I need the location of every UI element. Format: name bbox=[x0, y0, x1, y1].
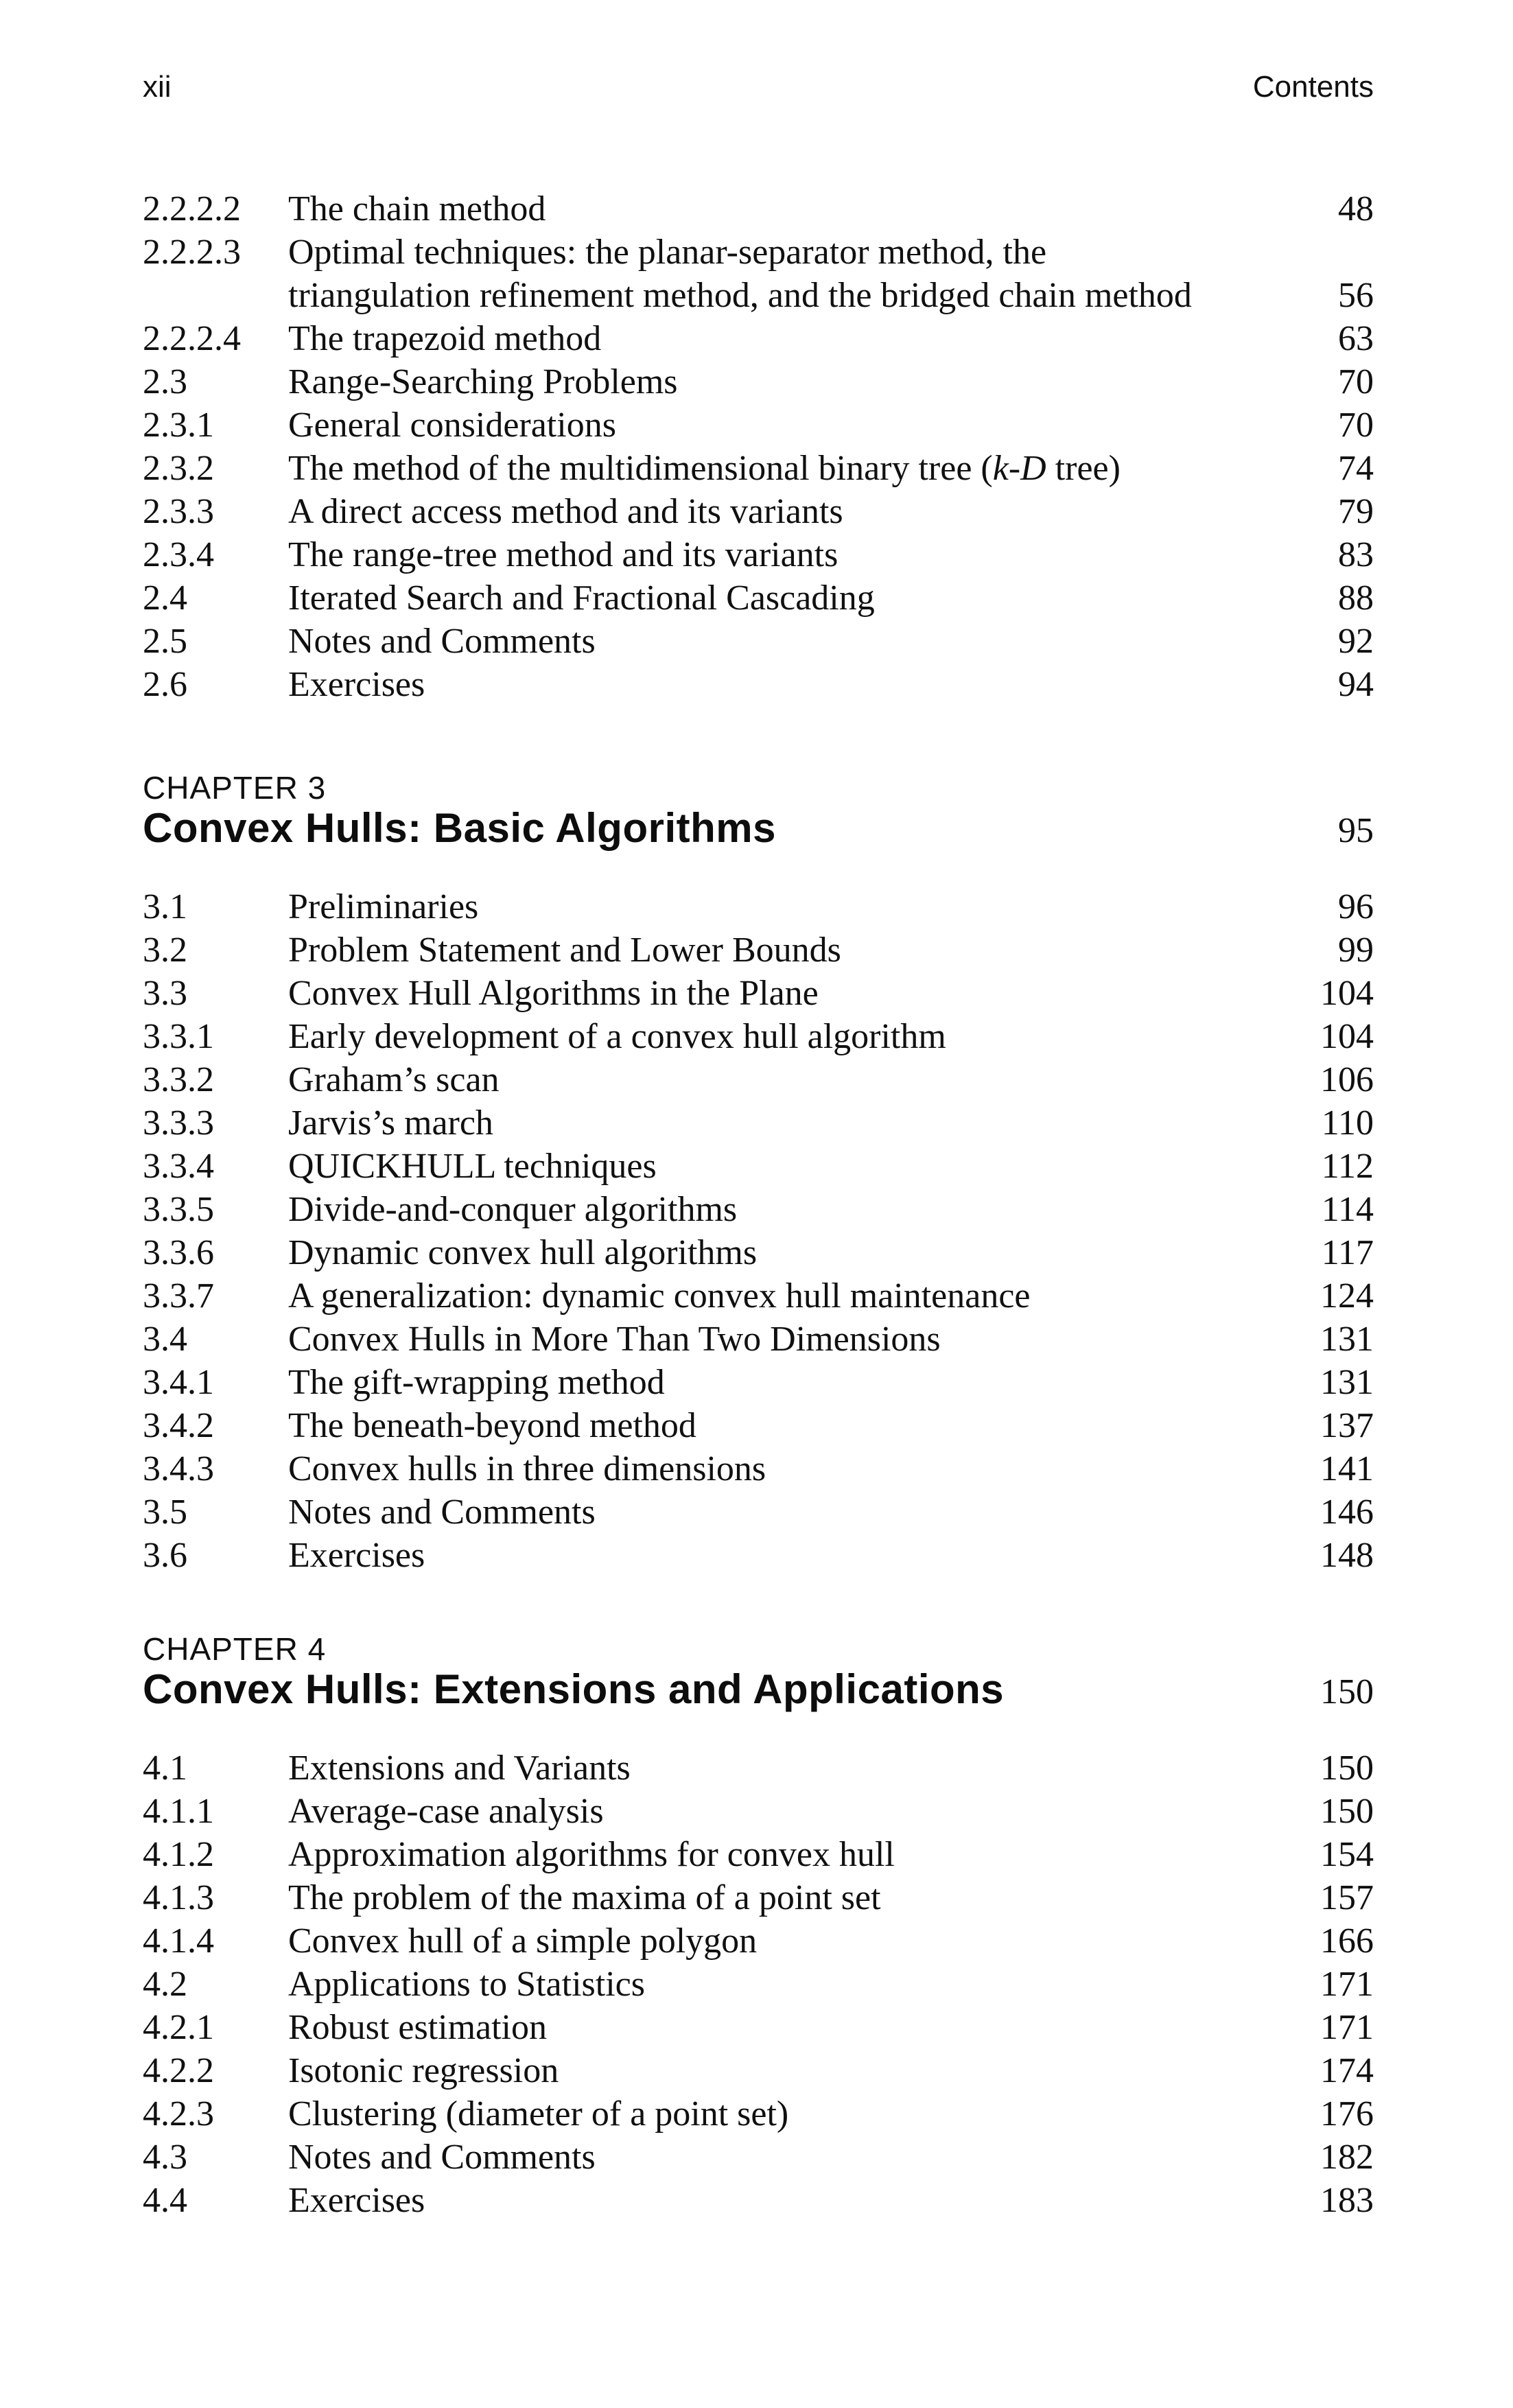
page-number: 174 bbox=[1320, 2051, 1374, 2090]
title-line: Iterated Search and Fractional Cascading bbox=[288, 578, 875, 618]
title-line: Notes and Comments bbox=[288, 2138, 596, 2177]
toc-row bbox=[143, 1188, 1374, 1231]
title-line: Divide-and-conquer algorithms bbox=[288, 1190, 738, 1229]
section-number: 3.3.6 bbox=[143, 1233, 214, 1272]
toc-row bbox=[143, 1919, 1374, 1963]
section-title bbox=[288, 447, 1285, 490]
toc-row bbox=[143, 360, 1374, 404]
chapter-heading bbox=[143, 769, 1374, 851]
section-title bbox=[288, 533, 1285, 576]
toc-row bbox=[143, 2049, 1374, 2092]
section-number: 3.2 bbox=[143, 931, 187, 970]
section-title bbox=[288, 928, 1285, 972]
section-title bbox=[288, 1491, 1285, 1534]
toc-row bbox=[143, 2006, 1374, 2049]
title-line: The range-tree method and its variants bbox=[288, 535, 838, 574]
section-title bbox=[288, 2136, 1285, 2179]
page-number: 137 bbox=[1320, 1406, 1374, 1445]
chapter-title: Convex Hulls: Extensions and Applications bbox=[143, 1666, 1005, 1712]
page-number: 56 bbox=[1338, 276, 1374, 315]
title-line: Exercises bbox=[288, 1536, 425, 1575]
toc-row bbox=[143, 576, 1374, 620]
toc-row bbox=[143, 928, 1374, 972]
section-title bbox=[288, 1318, 1285, 1361]
section-number: 4.1.3 bbox=[143, 1878, 214, 1917]
toc-row bbox=[143, 620, 1374, 663]
page-number: 104 bbox=[1320, 1017, 1374, 1056]
toc-row bbox=[143, 1746, 1374, 1790]
toc-row bbox=[143, 1318, 1374, 1361]
chapter-toc-rows bbox=[143, 885, 1374, 1577]
toc-row bbox=[143, 1274, 1374, 1318]
toc-row bbox=[143, 2092, 1374, 2136]
chapter-toc-sections bbox=[143, 769, 1374, 2222]
section-number: 2.2.2.3 bbox=[143, 233, 241, 272]
section-number: 3.3.4 bbox=[143, 1147, 214, 1186]
page-number: 70 bbox=[1338, 406, 1374, 445]
title-line: Notes and Comments bbox=[288, 1493, 596, 1532]
section-number: 3.6 bbox=[143, 1536, 187, 1575]
section-number: 3.3.7 bbox=[143, 1276, 214, 1316]
section-number: 4.1.4 bbox=[143, 1921, 214, 1961]
section-number: 4.1 bbox=[143, 1749, 187, 1788]
title-line: Exercises bbox=[288, 665, 425, 704]
page-number: 182 bbox=[1320, 2138, 1374, 2177]
section-number: 4.1.1 bbox=[143, 1792, 214, 1831]
page-number: 99 bbox=[1338, 931, 1374, 970]
toc-row bbox=[143, 231, 1374, 317]
section-title bbox=[288, 620, 1285, 663]
page-number: 146 bbox=[1320, 1493, 1374, 1532]
page-number: 83 bbox=[1338, 535, 1374, 574]
section-title bbox=[288, 2049, 1285, 2092]
section-title bbox=[288, 1231, 1285, 1274]
toc-row bbox=[143, 972, 1374, 1015]
page-number: 117 bbox=[1321, 1233, 1374, 1272]
title-line: Jarvis’s march bbox=[288, 1103, 493, 1143]
title-line: General considerations bbox=[288, 406, 616, 445]
section-title bbox=[288, 1447, 1285, 1491]
title-line: triangulation refinement method, and the bridged chain method bbox=[288, 276, 1192, 315]
page-number: 92 bbox=[1338, 622, 1374, 661]
toc-row bbox=[143, 533, 1374, 576]
section-title bbox=[288, 1188, 1285, 1231]
section-title bbox=[288, 2092, 1285, 2136]
section-number: 2.5 bbox=[143, 622, 187, 661]
title-line: The chain method bbox=[288, 189, 546, 229]
title-line: Preliminaries bbox=[288, 887, 479, 926]
section-title bbox=[288, 317, 1285, 360]
chapter-title-row bbox=[143, 1668, 1374, 1712]
section-number: 2.3.4 bbox=[143, 535, 214, 574]
page-number: 150 bbox=[1320, 1749, 1374, 1788]
title-line: Clustering (diameter of a point set) bbox=[288, 2094, 789, 2134]
section-number: 2.3.3 bbox=[143, 492, 214, 531]
section-title bbox=[288, 1404, 1285, 1447]
title-line: Average-case analysis bbox=[288, 1792, 604, 1831]
section-number: 3.4.1 bbox=[143, 1363, 214, 1402]
section-title bbox=[288, 885, 1285, 928]
toc-row bbox=[143, 447, 1374, 490]
section-number: 2.2.2.4 bbox=[143, 319, 241, 358]
page-number: 112 bbox=[1321, 1147, 1374, 1186]
section-number: 3.3.2 bbox=[143, 1060, 214, 1099]
chapter-page-number: 150 bbox=[1320, 1672, 1374, 1711]
title-line: Approximation algorithms for convex hull bbox=[288, 1835, 895, 1874]
section-number: 3.5 bbox=[143, 1493, 187, 1532]
running-head: Contents bbox=[1252, 70, 1374, 104]
toc-row bbox=[143, 1404, 1374, 1447]
section-number: 4.2.1 bbox=[143, 2008, 214, 2047]
section-number: 3.4.3 bbox=[143, 1449, 214, 1488]
section-number: 3.4.2 bbox=[143, 1406, 214, 1445]
toc-row bbox=[143, 404, 1374, 447]
page-number: 110 bbox=[1321, 1103, 1374, 1143]
section-title bbox=[288, 1833, 1285, 1876]
section-number: 3.3.5 bbox=[143, 1190, 214, 1229]
chapter-label: CHAPTER 3 bbox=[143, 770, 327, 806]
title-line: Graham’s scan bbox=[288, 1060, 500, 1099]
toc-row bbox=[143, 663, 1374, 706]
section-title bbox=[288, 2179, 1285, 2222]
toc-row bbox=[143, 1015, 1374, 1058]
toc-row bbox=[143, 187, 1374, 231]
page-number: 176 bbox=[1320, 2094, 1374, 2134]
section-number: 2.6 bbox=[143, 665, 187, 704]
chapter-toc-rows bbox=[143, 1746, 1374, 2222]
toc-row bbox=[143, 885, 1374, 928]
title-line: Isotonic regression bbox=[288, 2051, 559, 2090]
page-number: 96 bbox=[1338, 887, 1374, 926]
section-number: 4.2.3 bbox=[143, 2094, 214, 2134]
section-title bbox=[288, 1361, 1285, 1404]
toc-row bbox=[143, 1145, 1374, 1188]
page-number: 131 bbox=[1320, 1320, 1374, 1359]
toc-row bbox=[143, 1231, 1374, 1274]
title-line: Problem Statement and Lower Bounds bbox=[288, 931, 841, 970]
section-title bbox=[288, 360, 1285, 404]
title-line: Extensions and Variants bbox=[288, 1749, 631, 1788]
section-number: 4.2.2 bbox=[143, 2051, 214, 2090]
section-number: 2.4 bbox=[143, 578, 187, 618]
title-line: The gift-wrapping method bbox=[288, 1363, 665, 1402]
page-number: 154 bbox=[1320, 1835, 1374, 1874]
section-title bbox=[288, 1534, 1285, 1577]
section-number: 2.3.2 bbox=[143, 449, 214, 488]
toc-row bbox=[143, 1447, 1374, 1491]
section-title bbox=[288, 1145, 1285, 1188]
title-line: The beneath-beyond method bbox=[288, 1406, 696, 1445]
section-number: 3.3.1 bbox=[143, 1017, 214, 1056]
title-line: The trapezoid method bbox=[288, 319, 602, 358]
page-number: 114 bbox=[1321, 1190, 1374, 1229]
page-number: 157 bbox=[1320, 1878, 1374, 1917]
page-number: 88 bbox=[1338, 578, 1374, 618]
page-number: 106 bbox=[1320, 1060, 1374, 1099]
toc-row bbox=[143, 1361, 1374, 1404]
section-title bbox=[288, 1919, 1285, 1963]
section-title bbox=[288, 1746, 1285, 1790]
section-number: 3.3 bbox=[143, 974, 187, 1013]
chapter-title: Convex Hulls: Basic Algorithms bbox=[143, 805, 776, 851]
page-number: 79 bbox=[1338, 492, 1374, 531]
page-number: 63 bbox=[1338, 319, 1374, 358]
page-number: 94 bbox=[1338, 665, 1374, 704]
section-number: 2.3.1 bbox=[143, 406, 214, 445]
title-line: The problem of the maxima of a point set bbox=[288, 1878, 881, 1917]
page-number: 70 bbox=[1338, 362, 1374, 401]
title-line: Range-Searching Problems bbox=[288, 362, 678, 401]
section-title bbox=[288, 1963, 1285, 2006]
toc-row bbox=[143, 490, 1374, 533]
section-title bbox=[288, 1876, 1285, 1919]
section-title bbox=[288, 1015, 1285, 1058]
section-title bbox=[288, 404, 1285, 447]
folio-page-number: xii bbox=[143, 70, 172, 104]
chapter-title-row bbox=[143, 806, 1374, 851]
section-number: 4.1.2 bbox=[143, 1835, 214, 1874]
section-title bbox=[288, 231, 1285, 317]
page-number: 141 bbox=[1320, 1449, 1374, 1488]
title-line: Convex hull of a simple polygon bbox=[288, 1921, 758, 1961]
page-number: 150 bbox=[1320, 1792, 1374, 1831]
title-line: Convex hulls in three dimensions bbox=[288, 1449, 766, 1488]
section-title bbox=[288, 187, 1285, 231]
title-line: Exercises bbox=[288, 2181, 425, 2220]
toc-row bbox=[143, 1058, 1374, 1101]
chapter-heading bbox=[143, 1630, 1374, 1712]
toc-row bbox=[143, 2136, 1374, 2179]
italic-text: k-D bbox=[992, 449, 1046, 488]
section-title bbox=[288, 1274, 1285, 1318]
page-number: 104 bbox=[1320, 974, 1374, 1013]
title-line: Optimal techniques: the planar-separator method, the bbox=[288, 233, 1047, 272]
toc-row bbox=[143, 317, 1374, 360]
title-line: Robust estimation bbox=[288, 2008, 547, 2047]
page-number: 74 bbox=[1338, 449, 1374, 488]
section-number: 3.4 bbox=[143, 1320, 187, 1359]
title-line: A direct access method and its variants bbox=[288, 492, 843, 531]
page-number: 171 bbox=[1320, 1965, 1374, 2004]
page-header bbox=[143, 71, 1374, 104]
section-number: 4.3 bbox=[143, 2138, 187, 2177]
section-title bbox=[288, 576, 1285, 620]
toc-row bbox=[143, 1534, 1374, 1577]
title-line: A generalization: dynamic convex hull maintenance bbox=[288, 1276, 1031, 1316]
toc-row bbox=[143, 1790, 1374, 1833]
section-number: 4.4 bbox=[143, 2181, 187, 2220]
section-title bbox=[288, 972, 1285, 1015]
page-number: 48 bbox=[1338, 189, 1374, 229]
title-line: Notes and Comments bbox=[288, 622, 596, 661]
toc-row bbox=[143, 1101, 1374, 1145]
section-title bbox=[288, 1058, 1285, 1101]
page-content bbox=[143, 0, 1374, 2222]
page-number: 171 bbox=[1320, 2008, 1374, 2047]
toc-row bbox=[143, 1963, 1374, 2006]
section-title bbox=[288, 1790, 1285, 1833]
title-line: Dynamic convex hull algorithms bbox=[288, 1233, 758, 1272]
chapter2-toc-entries bbox=[143, 187, 1374, 706]
section-title bbox=[288, 2006, 1285, 2049]
toc-row bbox=[143, 1833, 1374, 1876]
title-line: Convex Hull Algorithms in the Plane bbox=[288, 974, 819, 1013]
chapter-page-number: 95 bbox=[1338, 811, 1374, 850]
title-line: Early development of a convex hull algorithm bbox=[288, 1017, 946, 1056]
toc-row bbox=[143, 1876, 1374, 1919]
section-number: 3.3.3 bbox=[143, 1103, 214, 1143]
section-title bbox=[288, 1101, 1285, 1145]
page-number: 166 bbox=[1320, 1921, 1374, 1961]
section-number: 2.3 bbox=[143, 362, 187, 401]
section-number: 3.1 bbox=[143, 887, 187, 926]
section-number: 2.2.2.2 bbox=[143, 189, 241, 229]
section-title bbox=[288, 490, 1285, 533]
title-line: Convex Hulls in More Than Two Dimensions bbox=[288, 1320, 941, 1359]
section-title bbox=[288, 663, 1285, 706]
title-line: QUICKHULL techniques bbox=[288, 1147, 657, 1186]
page-number: 124 bbox=[1320, 1276, 1374, 1316]
page-number: 148 bbox=[1320, 1536, 1374, 1575]
toc-row bbox=[143, 2179, 1374, 2222]
title-line: Applications to Statistics bbox=[288, 1965, 645, 2004]
section-number: 4.2 bbox=[143, 1965, 187, 2004]
title-line: The method of the multidimensional binary tree (k-D tree) bbox=[288, 449, 1121, 488]
toc-row bbox=[143, 1491, 1374, 1534]
page-number: 183 bbox=[1320, 2181, 1374, 2220]
chapter-label: CHAPTER 4 bbox=[143, 1631, 327, 1667]
page-number: 131 bbox=[1320, 1363, 1374, 1402]
